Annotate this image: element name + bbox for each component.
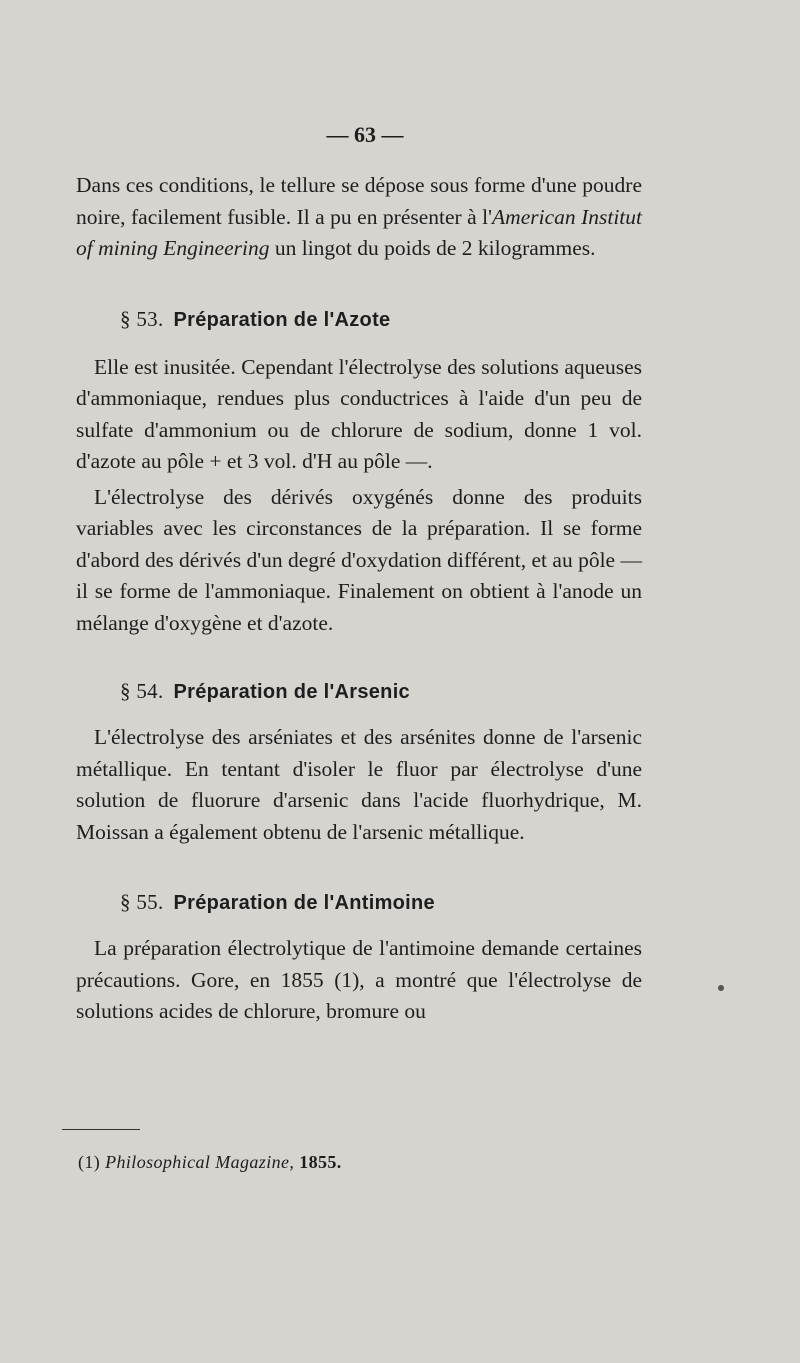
section-55-paragraph-1: La préparation électrolytique de l'antimoine demande certaines précautions. Gore, en 1855 (1), a montré que l'électrolyse de solutions acides de chlorure, bromure ou xyxy=(76,936,642,1023)
footnote-title: Philosophical Magazine, xyxy=(105,1152,295,1172)
page-number: — 63 — xyxy=(326,122,404,147)
section-54-heading xyxy=(76,679,642,704)
section-53-number: § 53. xyxy=(120,306,164,331)
section-55-number: § 55. xyxy=(120,890,164,914)
section-54-title: Préparation de l'Arsenic xyxy=(173,681,410,703)
section-53-paragraph-1: Elle est inusitée. Cependant l'électrolyse des solutions aqueuses d'ammoniaque, rendues plus conductrices à l'aide d'un peu de sulfate d'ammonium ou de chlorure de sodium, donne 1 vol. d'azote au pôle + et 3 vol. d'H au pôle —. xyxy=(76,354,642,473)
page-content xyxy=(76,170,642,1028)
footnote-year: 1855. xyxy=(299,1152,342,1172)
footnote-marker: (1) xyxy=(78,1152,101,1172)
section-53-heading xyxy=(76,307,642,332)
ink-speck xyxy=(718,985,724,991)
intro-institution-name: American Institut of mining Engineering xyxy=(76,204,643,260)
section-55-heading xyxy=(76,890,642,915)
footnote-separator xyxy=(62,1129,140,1130)
intro-text-1: Dans ces conditions, le tellure se dépose sous forme d'une poudre noire, facilement fusible. Il a pu en présenter à l' xyxy=(76,173,642,229)
section-53-title: Préparation de l'Azote xyxy=(173,308,391,331)
section-53-paragraph-2: L'électrolyse des dérivés oxygénés donne des produits variables avec les circonstances de la préparation. Il se forme d'abord des dérivés d'un degré d'oxydation différent, et au pôle — il se forme de l'ammoniaque. Finalement on obtient à l'anode un mélange d'oxygène et d'azote. xyxy=(76,484,642,635)
section-54-number: § 54. xyxy=(120,679,164,703)
intro-text-2: un lingot du poids de 2 kilogrammes. xyxy=(269,236,596,260)
section-54-paragraph-1: L'électrolyse des arséniates et des arsénites donne de l'arsenic métallique. En tentant d'isoler le fluor par électrolyse d'une solution de fluorure d'arsenic dans l'acide fluorhydrique, M. Moissan a également obtenu de l'arsenic métallique. xyxy=(76,725,642,844)
intro-paragraph xyxy=(76,170,642,265)
section-55-title: Préparation de l'Antimoine xyxy=(173,892,435,914)
footnote xyxy=(78,1152,342,1173)
